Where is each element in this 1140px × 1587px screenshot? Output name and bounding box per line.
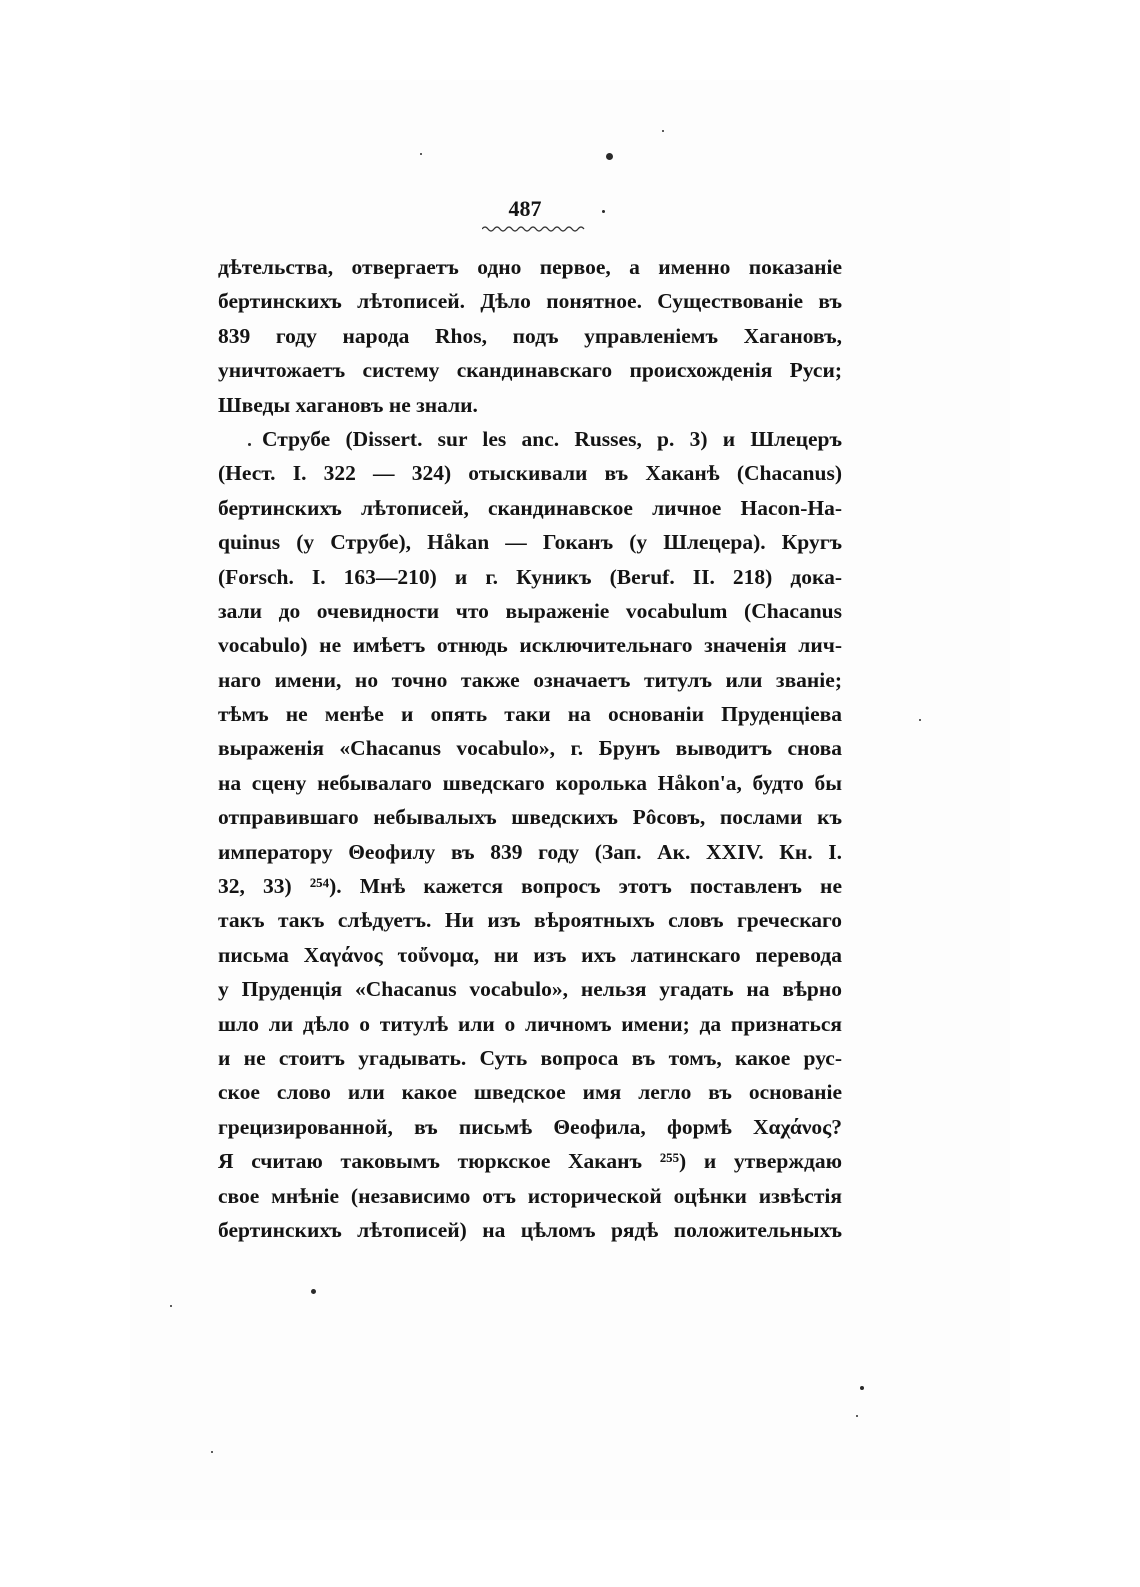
scan-speck xyxy=(211,1451,213,1453)
scan-speck xyxy=(170,1305,172,1307)
text-line: бертинскихъ лѣтописей. Дѣло понятное. Существованiе въ xyxy=(218,289,842,314)
scan-speck xyxy=(860,1386,864,1390)
text-line: письма Χαγάνος τοὔνομα, ни изъ ихъ латинскаго перевода xyxy=(218,942,842,967)
text-line: свое мнѣнiе (независимо отъ исторической оцѣнки извѣстiя xyxy=(218,1183,842,1208)
text-line: отправившаго небывалыхъ шведскихъ Рôсовъ, послами къ xyxy=(218,805,842,830)
text-line: quinus (у Струбе), Håkan — Гоканъ (у Шлецера). Кругъ xyxy=(218,530,842,555)
scan-speck xyxy=(856,1415,858,1417)
body-text xyxy=(218,250,842,1247)
text-line: (Forsch. I. 163—210) и г. Куникъ (Beruf. II. 218) дока- xyxy=(218,564,842,589)
scan-speck xyxy=(420,153,422,155)
text-line: 32, 33) ²⁵⁴). Мнѣ кажется вопросъ этотъ поставленъ не xyxy=(218,874,842,899)
text-line: 839 году народа Rhos, подъ управленiемъ Хагановъ, xyxy=(218,323,842,348)
text-line: (Нест. I. 322 — 324) отыскивали въ Хаканѣ (Chacanus) xyxy=(218,461,842,486)
text-line: тѣмъ не менѣе и опять таки на основанiи Пруденцiева xyxy=(218,702,842,727)
scan-speck xyxy=(311,1289,316,1294)
text-line: и не стоитъ угадывать. Суть вопроса въ томъ, какое рус- xyxy=(218,1045,842,1070)
scan-speck xyxy=(919,719,921,721)
text-line: выраженiя «Chacanus vocabulo», г. Брунъ выводитъ снова xyxy=(218,736,842,761)
text-line: шло ли дѣло о титулѣ или о личномъ имени; да признаться xyxy=(218,1011,842,1036)
scan-speck xyxy=(602,210,605,213)
text-line: на сцену небывалаго шведскаго королька Håkon'а, будто бы xyxy=(218,770,842,795)
text-line: уничтожаетъ систему скандинавскаго происхожденiя Руси; xyxy=(218,358,842,383)
text-line: бертинскихъ лѣтописей, скандинавское личное Hacon-Ha- xyxy=(218,495,842,520)
text-line: Шведы хагановъ не знали. xyxy=(218,392,478,417)
text-line: грецизированной, въ письмѣ Θеофила, формѣ Χαχάνος? xyxy=(218,1114,842,1139)
page-number: 487 xyxy=(508,196,542,221)
text-line: Струбе (Dissert. sur les anc. Russes, p. 3) и Шлецеръ xyxy=(262,426,842,451)
text-line: бертинскихъ лѣтописей) на цѣломъ рядѣ положительныхъ xyxy=(218,1217,842,1242)
text-line: императору Θеофилу въ 839 году (Зап. Ак. XXIV. Кн. I. xyxy=(218,839,842,864)
text-line: зали до очевидности что выраженiе vocabulum (Chacanus xyxy=(218,598,842,623)
text-line: такъ такъ слѣдуетъ. Ни изъ вѣроятныхъ словъ греческаго xyxy=(218,908,842,933)
scan-speck xyxy=(248,443,251,446)
text-line: ское слово или какое шведское имя легло въ основанiе xyxy=(218,1080,842,1105)
scan-speck xyxy=(606,153,613,160)
text-line: vocabulo) не имѣетъ отнюдь исключительнаго значенiя лич- xyxy=(218,633,842,658)
text-line: у Пруденцiя «Chacanus vocabulo», нельзя угадать на вѣрно xyxy=(218,977,842,1002)
text-line: наго имени, но точно также означаетъ титулъ или званiе; xyxy=(218,667,842,692)
scan-speck xyxy=(662,130,664,132)
wavy-ornament-icon xyxy=(482,224,586,234)
text-line: дѣтельства, отвергаетъ одно первое, а именно показанiе xyxy=(218,255,842,279)
text-line: Я считаю таковымъ тюркское Хаканъ ²⁵⁵) и утверждаю xyxy=(218,1149,842,1174)
